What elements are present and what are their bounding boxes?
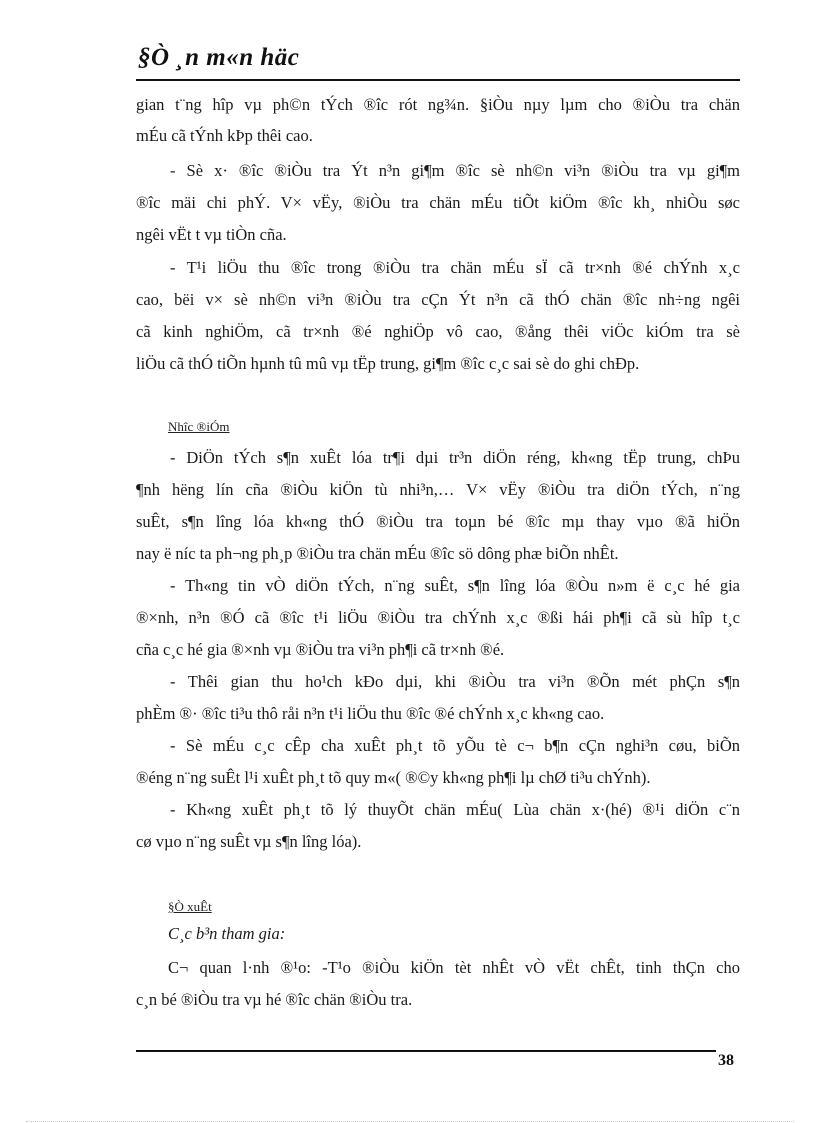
body-line: - T¹i liÖu thu ®îc trong ®iÒu tra chän mÉu sÏ cã tr×nh ®é chÝnh x¸c: [170, 258, 740, 277]
limitations-section-label: Nhîc ®iÓm: [168, 419, 230, 434]
body-line: - Sè mÉu c¸c cÊp cha xuÊt ph¸t tõ yÕu tè c¬ b¶n cÇn nghi³n cøu, biÕn: [170, 736, 740, 755]
body-line: gian t¨ng hîp vµ ph©n tÝch ®îc rót ng¾n. §iÒu nµy lµm cho ®iÒu tra chän: [136, 95, 740, 114]
page-bottom-dotted-border: [26, 1121, 794, 1122]
body-line: - Kh«ng xuÊt ph¸t tõ lý thuyÕt chän mÉu( Lùa chän x·(hé) ®¹i diÖn c¨n: [170, 800, 740, 819]
page-number: 38: [718, 1052, 734, 1069]
document-header-title: §Ò ¸n m«n häc: [138, 44, 300, 71]
body-line: - DiÖn tÝch s¶n xuÊt lóa tr¶i dµi tr³n diÖn réng, kh«ng tËp trung, chÞu: [170, 448, 740, 467]
body-line: - Th«ng tin vÒ diÖn tÝch, n¨ng suÊt, s¶n lîng lóa ®Òu n»m ë c¸c hé gia: [170, 576, 740, 595]
body-line: ngêi vËt t vµ tiÒn cña.: [136, 225, 287, 244]
body-line: cao, bëi v× sè nh©n vi³n ®iÒu tra cÇn Ýt n³n cã thÓ chän ®îc nh÷ng ngêi: [136, 290, 740, 309]
body-line: - Thêi gian thu ho¹ch kÐo dµi, khi ®iÒu tra vi³n ®Õn mét phÇn s¶n: [170, 672, 740, 691]
body-line: phÈm ®· ®îc ti³u thô råi n³n t¹i liÖu thu ®îc ®é chÝnh x¸c kh«ng cao.: [136, 704, 605, 723]
body-line: ®éng n¨ng suÊt l¹i xuÊt ph¸t tõ quy m«( ®©y kh«ng ph¶i lµ chØ ti³u chÝnh).: [136, 768, 651, 787]
body-line: - Sè x· ®îc ®iÒu tra Ýt n³n gi¶m ®îc sè nh©n vi³n ®iÒu tra vµ gi¶m: [170, 161, 740, 180]
proposals-section-label: §Ò xuÊt: [168, 899, 212, 914]
body-line: cø vµo n¨ng suÊt vµ s¶n lîng lóa).: [136, 832, 362, 851]
header-rule: [136, 79, 740, 81]
parties-heading: C¸c b³n tham gia:: [168, 924, 286, 943]
footer-rule: [136, 1050, 716, 1052]
body-line: c¸n bé ®iÒu tra vµ hé ®îc chän ®iÒu tra.: [136, 990, 413, 1009]
body-line: nay ë níc ta ph¬ng ph¸p ®iÒu tra chän mÉu ®îc sö dông phæ biÕn nhÊt.: [136, 544, 619, 563]
body-line: ¶nh hëng lín cña ®iÒu kiÖn tù nhi³n,… V× vËy ®iÒu tra diÖn tÝch, n¨ng: [136, 480, 740, 499]
body-line: suÊt, s¶n lîng lóa kh«ng thÓ ®iÒu tra toµn bé ®îc mµ thay vµo ®ã hiÖn: [136, 512, 740, 531]
body-line: cña c¸c hé gia ®×nh vµ ®iÒu tra vi³n ph¶i cã tr×nh ®é.: [136, 640, 505, 659]
body-line: ®×nh, n³n ®Ó cã ®îc t¹i liÖu ®iÒu tra chÝnh x¸c ®ßi hái ph¶i cã sù hîp t¸c: [136, 608, 740, 627]
body-line: mÉu cã tÝnh kÞp thêi cao.: [136, 126, 313, 145]
body-line: C¬ quan l·nh ®¹o: -T¹o ®iÒu kiÖn tèt nhÊt vÒ vËt chÊt, tinh thÇn cho: [168, 958, 740, 977]
body-line: cã kinh nghiÖm, cã tr×nh ®é nghiÖp vô cao, ®ång thêi viÖc kiÓm tra sè: [136, 322, 740, 341]
body-line: liÖu cã thÓ tiÕn hµnh tû mû vµ tËp trung, gi¶m ®îc c¸c sai sè do ghi chÐp.: [136, 354, 640, 373]
body-line: ®îc mäi chi phÝ. V× vËy, ®iÒu tra chän mÉu tiÕt kiÖm ®îc kh¸ nhiÒu søc: [136, 193, 740, 212]
